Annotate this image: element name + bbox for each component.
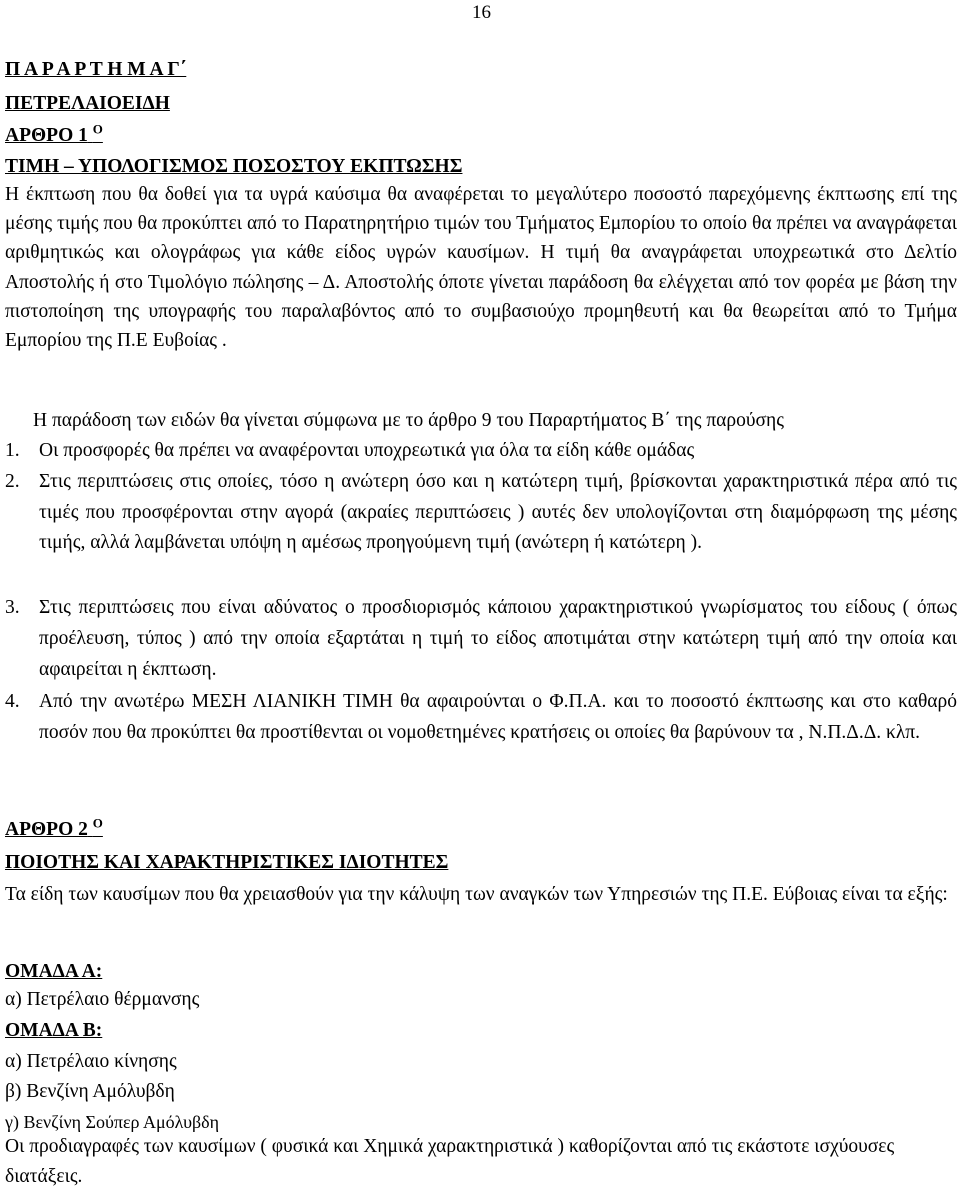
list-item: 4. Από την ανωτέρω ΜΕΣΗ ΛΙΑΝΙΚΗ ΤΙΜΗ θα αφαιρούνται ο Φ.Π.Α. και το ποσοστό έκπτωσης και στο καθαρό ποσόν που θα προκύπτει θα προστίθενται οι νομοθετημένες κρατήσεις οι οποίες θα βαρύνουν τα , Ν.Π.Δ.Δ. κλπ. xyxy=(5,691,957,743)
article-1-heading: ΤΙΜΗ – ΥΠΟΛΟΓΙΣΜΟΣ ΠΟΣΟΣΤΟΥ ΕΚΠΤΩΣΗΣ xyxy=(5,156,463,177)
article-1-title: ΑΡΘΡΟ 1 $^O$ xyxy=(5,121,103,146)
group-b-title: ΟΜΑΔΑ Β: xyxy=(5,1020,103,1041)
annex-title: Π Α Ρ Α Ρ Τ Η Μ Α Γ΄ xyxy=(5,59,187,80)
article-2-title: ΑΡΘΡΟ 2 $^O$ xyxy=(5,815,103,840)
annex-subtitle: ΠΕΤΡΕΛΑΙΟΕΙΔΗ xyxy=(5,93,170,114)
group-a-item: α) Πετρέλαιο θέρμανσης xyxy=(5,989,200,1010)
closing-paragraph: Οι προδιαγραφές των καυσίμων ( φυσικά και Χημικά χαρακτηριστικά ) καθορίζονται από τις εκάστοτε ισχύουσες διατάξεις. xyxy=(5,1136,895,1187)
article-2-heading: ΠΟΙΟΤΗΣ ΚΑΙ ΧΑΡΑΚΤΗΡΙΣΤΙΚΕΣ ΙΔΙΟΤΗΤΕΣ xyxy=(5,852,449,873)
group-b-item: β) Βενζίνη Αμόλυβδη xyxy=(5,1081,175,1102)
article-2-intro: Τα είδη των καυσίμων που θα χρειασθούν για την κάλυψη των αναγκών των Υπηρεσιών της Π.Ε. Εύβοιας είναι τα εξής: xyxy=(5,884,948,905)
group-b-item: α) Πετρέλαιο κίνησης xyxy=(5,1051,177,1072)
page-number: 16 xyxy=(472,2,491,23)
list-item: 2. Στις περιπτώσεις στις οποίες, τόσο η ανώτερη όσο και η κατώτερη τιμή, βρίσκονται χαρακτηριστικά πέρα από τις τιμές που προσφέρονται στην αγορά (ακραίες περιπτώσεις ) αυτές δεν υπολογίζονται στη διαμόρφωση της μέσης τιμής, αλλά λαμβάνεται υπόψη η αμέσως προηγούμενη τιμή (ανώτερη ή κατώτερη ). xyxy=(5,471,957,553)
group-a-title: ΟΜΑΔΑ Α: xyxy=(5,961,103,982)
delivery-note: Η παράδοση των ειδών θα γίνεται σύμφωνα με το άρθρο 9 του Παραρτήματος Β΄ της παρούσης xyxy=(33,410,784,431)
list-item: 1. Οι προσφορές θα πρέπει να αναφέρονται υποχρεωτικά για όλα τα είδη κάθε ομάδας xyxy=(5,440,695,461)
article-1-paragraph: Η έκπτωση που θα δοθεί για τα υγρά καύσιμα θα αναφέρεται το μεγαλύτερο ποσοστό παρεχόμενης έκπτωσης επί της μέσης τιμής που θα προκύπτει από το Παρατηρητήριο τιμών του Τμήματος Εμπορίου το οποίο θα πρέπει να αναγράφεται αριθμητικώς και ολογράφως για κάθε είδος υγρών καυσίμων. Η τιμή θα αναγράφεται υποχρεωτικά στο Δελτίο Αποστολής ή στο Τιμολόγιο πώλησης – Δ. Αποστολής όποτε γίνεται παράδοση θα ελέγχεται από τον φορέα με βάση την πιστοποίηση της υπογραφής του παραλαβόντος από το συμβασιούχο προμηθευτή και θα θεωρείται από το Τμήμα Εμπορίου της Π.Ε Ευβοίας . xyxy=(5,184,957,352)
list-item: 3. Στις περιπτώσεις που είναι αδύνατος ο προσδιορισμός κάποιου χαρακτηριστικού γνωρίσματος του είδους ( όπως προέλευση, τύπος ) από την οποία εξαρτάται η τιμή το είδος αποτιμάται στην κατώτερη τιμή από την οποία και αφαιρείται η έκπτωση. xyxy=(5,597,957,680)
group-b-item: γ) Βενζίνη Σούπερ Αμόλυβδη xyxy=(5,1112,220,1132)
